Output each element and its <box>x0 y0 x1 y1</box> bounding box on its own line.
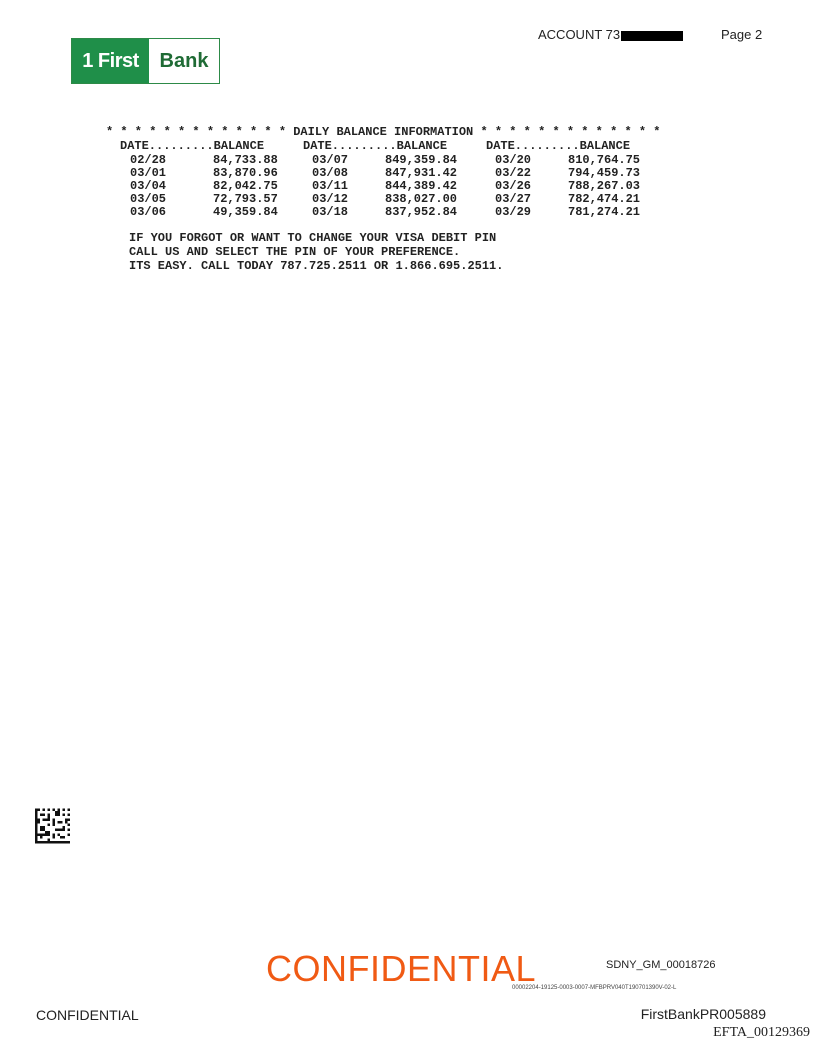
date-cell: 02/28 <box>130 153 167 167</box>
sdny-bates-id: SDNY_GM_00018726 <box>606 959 716 971</box>
date-cell: 03/18 <box>312 205 349 219</box>
page-number: Page 2 <box>721 27 763 42</box>
account-number <box>538 27 683 42</box>
redaction-bar <box>621 31 683 41</box>
bates-number: FirstBankPR005889 <box>640 1006 766 1022</box>
column-header-1: DATE.........BALANCE <box>120 139 265 153</box>
logo-first: 1 First <box>72 39 149 83</box>
pin-notice-line-2: CALL US AND SELECT THE PIN OF YOUR PREFERENCE. <box>129 245 461 259</box>
date-cell: 03/20 <box>495 153 532 167</box>
document-code: 00002204-19125-0003-0007-MFBPRV040T190701390V-02-L <box>512 985 677 991</box>
date-cell: 03/05 <box>130 192 167 206</box>
logo-bank: Bank <box>159 49 209 72</box>
balance-cell: 837,952.84 <box>385 205 458 219</box>
first-bank-logo <box>71 38 220 84</box>
balance-cell: 844,389.42 <box>385 179 458 193</box>
balance-cell: 788,267.03 <box>568 179 641 193</box>
date-cell: 03/27 <box>495 192 532 206</box>
balance-cell: 794,459.73 <box>568 166 641 180</box>
balance-cell: 810,764.75 <box>568 153 641 167</box>
daily-balance-title: * * * * * * * * * * * * * DAILY BALANCE INFORMATION * * * * * * * * * * * * * <box>106 125 661 139</box>
date-cell: 03/04 <box>130 179 167 193</box>
date-cell: 03/11 <box>312 179 349 193</box>
confidential-stamp: CONFIDENTIAL <box>266 948 537 989</box>
balance-cell: 49,359.84 <box>213 205 278 219</box>
date-cell: 03/29 <box>495 205 532 219</box>
balance-cell: 781,274.21 <box>568 205 641 219</box>
date-cell: 03/06 <box>130 205 167 219</box>
balance-cell: 84,733.88 <box>213 153 278 167</box>
confidential-label: CONFIDENTIAL <box>36 1007 139 1023</box>
column-header-2: DATE.........BALANCE <box>303 139 448 153</box>
efta-number: EFTA_00129369 <box>713 1025 810 1040</box>
date-cell: 03/07 <box>312 153 349 167</box>
column-header-3: DATE.........BALANCE <box>486 139 631 153</box>
balance-cell: 83,870.96 <box>213 166 278 180</box>
date-cell: 03/01 <box>130 166 167 180</box>
datamatrix-barcode <box>35 808 70 844</box>
account-label: ACCOUNT 73 <box>538 27 621 42</box>
pin-notice-line-1: IF YOU FORGOT OR WANT TO CHANGE YOUR VISA DEBIT PIN <box>129 231 497 245</box>
date-cell: 03/26 <box>495 179 532 193</box>
balance-cell: 82,042.75 <box>213 179 278 193</box>
date-cell: 03/22 <box>495 166 532 180</box>
balance-cell: 72,793.57 <box>213 192 278 206</box>
date-cell: 03/12 <box>312 192 349 206</box>
balance-cell: 849,359.84 <box>385 153 458 167</box>
date-cell: 03/08 <box>312 166 349 180</box>
balance-cell: 838,027.00 <box>385 192 458 206</box>
balance-cell: 847,931.42 <box>385 166 458 180</box>
balance-cell: 782,474.21 <box>568 192 641 206</box>
pin-notice-line-3: ITS EASY. CALL TODAY 787.725.2511 OR 1.866.695.2511. <box>129 259 504 273</box>
